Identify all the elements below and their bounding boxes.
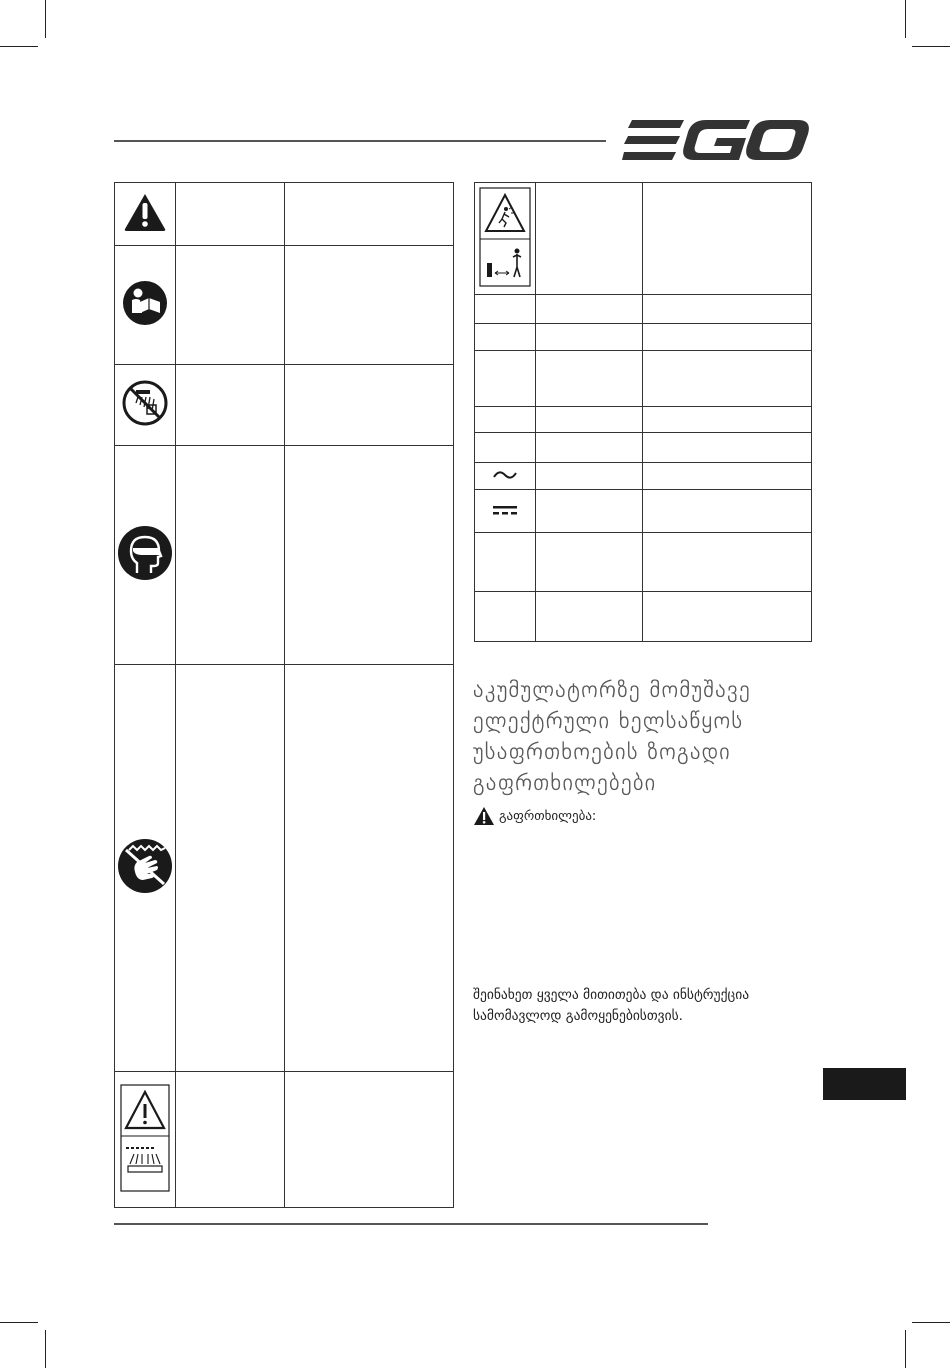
icon-cell [115, 183, 176, 246]
symbol-description [643, 183, 812, 295]
icon-cell [475, 183, 536, 295]
language-tab [823, 1068, 906, 1100]
symbol-description [643, 407, 812, 433]
symbol-label [176, 246, 285, 365]
table-row [115, 246, 454, 365]
symbol-description [643, 295, 812, 324]
symbol-label [176, 665, 285, 1072]
table-row [475, 592, 812, 642]
crop-mark [912, 46, 950, 47]
symbol-description [285, 365, 454, 446]
symbol-label [536, 324, 643, 351]
icon-cell [115, 1072, 176, 1208]
read-manual-icon [122, 280, 168, 326]
no-rain-icon [121, 379, 169, 427]
right-symbol-table [474, 182, 812, 642]
icon-cell [475, 463, 536, 490]
eye-protection-icon [117, 525, 173, 581]
table-row [475, 533, 812, 592]
symbol-description [643, 490, 812, 533]
icon-cell [475, 533, 536, 592]
crop-mark [0, 1322, 38, 1323]
table-row [475, 324, 812, 351]
section-heading: აკუმულატორზე მომუშავე ელექტრული ხელსაწყოს უსაფრთხოების ზოგადი გაფრთხილებები [473, 678, 752, 796]
symbol-description [643, 351, 812, 407]
symbol-label [536, 433, 643, 463]
crop-mark [905, 0, 906, 38]
table-row [475, 463, 812, 490]
symbol-label [536, 463, 643, 490]
symbol-description [643, 463, 812, 490]
icon-cell [475, 351, 536, 407]
symbol-description [285, 183, 454, 246]
table-row [115, 1072, 454, 1208]
crop-mark [45, 0, 46, 38]
symbol-label [176, 1072, 285, 1208]
table-row [115, 446, 454, 665]
icon-cell [475, 295, 536, 324]
symbol-description [643, 533, 812, 592]
instructions-text: შეინახეთ ყველა მითითება და ინსტრუქცია სამომავლოდ გამოყენებისთვის. [473, 987, 750, 1024]
table-row [475, 295, 812, 324]
left-symbol-table [114, 182, 454, 1208]
symbol-description [285, 665, 454, 1072]
symbol-description [643, 433, 812, 463]
warning-triangle-icon [473, 806, 495, 826]
icon-cell [115, 365, 176, 446]
symbol-description [643, 592, 812, 642]
symbol-label [536, 490, 643, 533]
debris-warning-icon [120, 1084, 170, 1192]
icon-cell [115, 446, 176, 665]
icon-cell [475, 324, 536, 351]
ego-logo [622, 118, 810, 162]
icon-cell [475, 433, 536, 463]
symbol-description [285, 1072, 454, 1208]
symbol-label [536, 407, 643, 433]
table-row [115, 365, 454, 446]
symbol-label [536, 183, 643, 295]
icon-cell [475, 490, 536, 533]
symbol-label [536, 533, 643, 592]
alternating-current-icon [492, 468, 518, 482]
icon-cell [115, 665, 176, 1072]
symbol-description [285, 446, 454, 665]
crop-mark [912, 1322, 950, 1323]
warning-row [473, 806, 596, 826]
icon-cell [115, 246, 176, 365]
symbol-label [536, 592, 643, 642]
symbol-label [536, 351, 643, 407]
symbol-label [536, 295, 643, 324]
header-rule [114, 140, 606, 142]
crop-mark [905, 1330, 906, 1368]
table-row [475, 183, 812, 295]
icon-cell [475, 592, 536, 642]
keep-hands-away-icon [117, 838, 173, 894]
warning-triangle-icon [123, 192, 167, 232]
crop-mark [45, 1330, 46, 1368]
symbol-description [643, 324, 812, 351]
symbol-label [176, 365, 285, 446]
symbol-label [176, 446, 285, 665]
symbol-description [285, 246, 454, 365]
table-row [115, 183, 454, 246]
table-row [475, 490, 812, 533]
direct-current-icon [492, 503, 518, 517]
crop-mark [0, 46, 38, 47]
table-row [475, 433, 812, 463]
icon-cell [475, 407, 536, 433]
footer-rule [114, 1223, 708, 1225]
warning-label: გაფრთხილება: [499, 808, 597, 824]
table-row [475, 407, 812, 433]
symbol-label [176, 183, 285, 246]
table-row [475, 351, 812, 407]
table-row [115, 665, 454, 1072]
bystander-distance-icon [479, 187, 531, 287]
